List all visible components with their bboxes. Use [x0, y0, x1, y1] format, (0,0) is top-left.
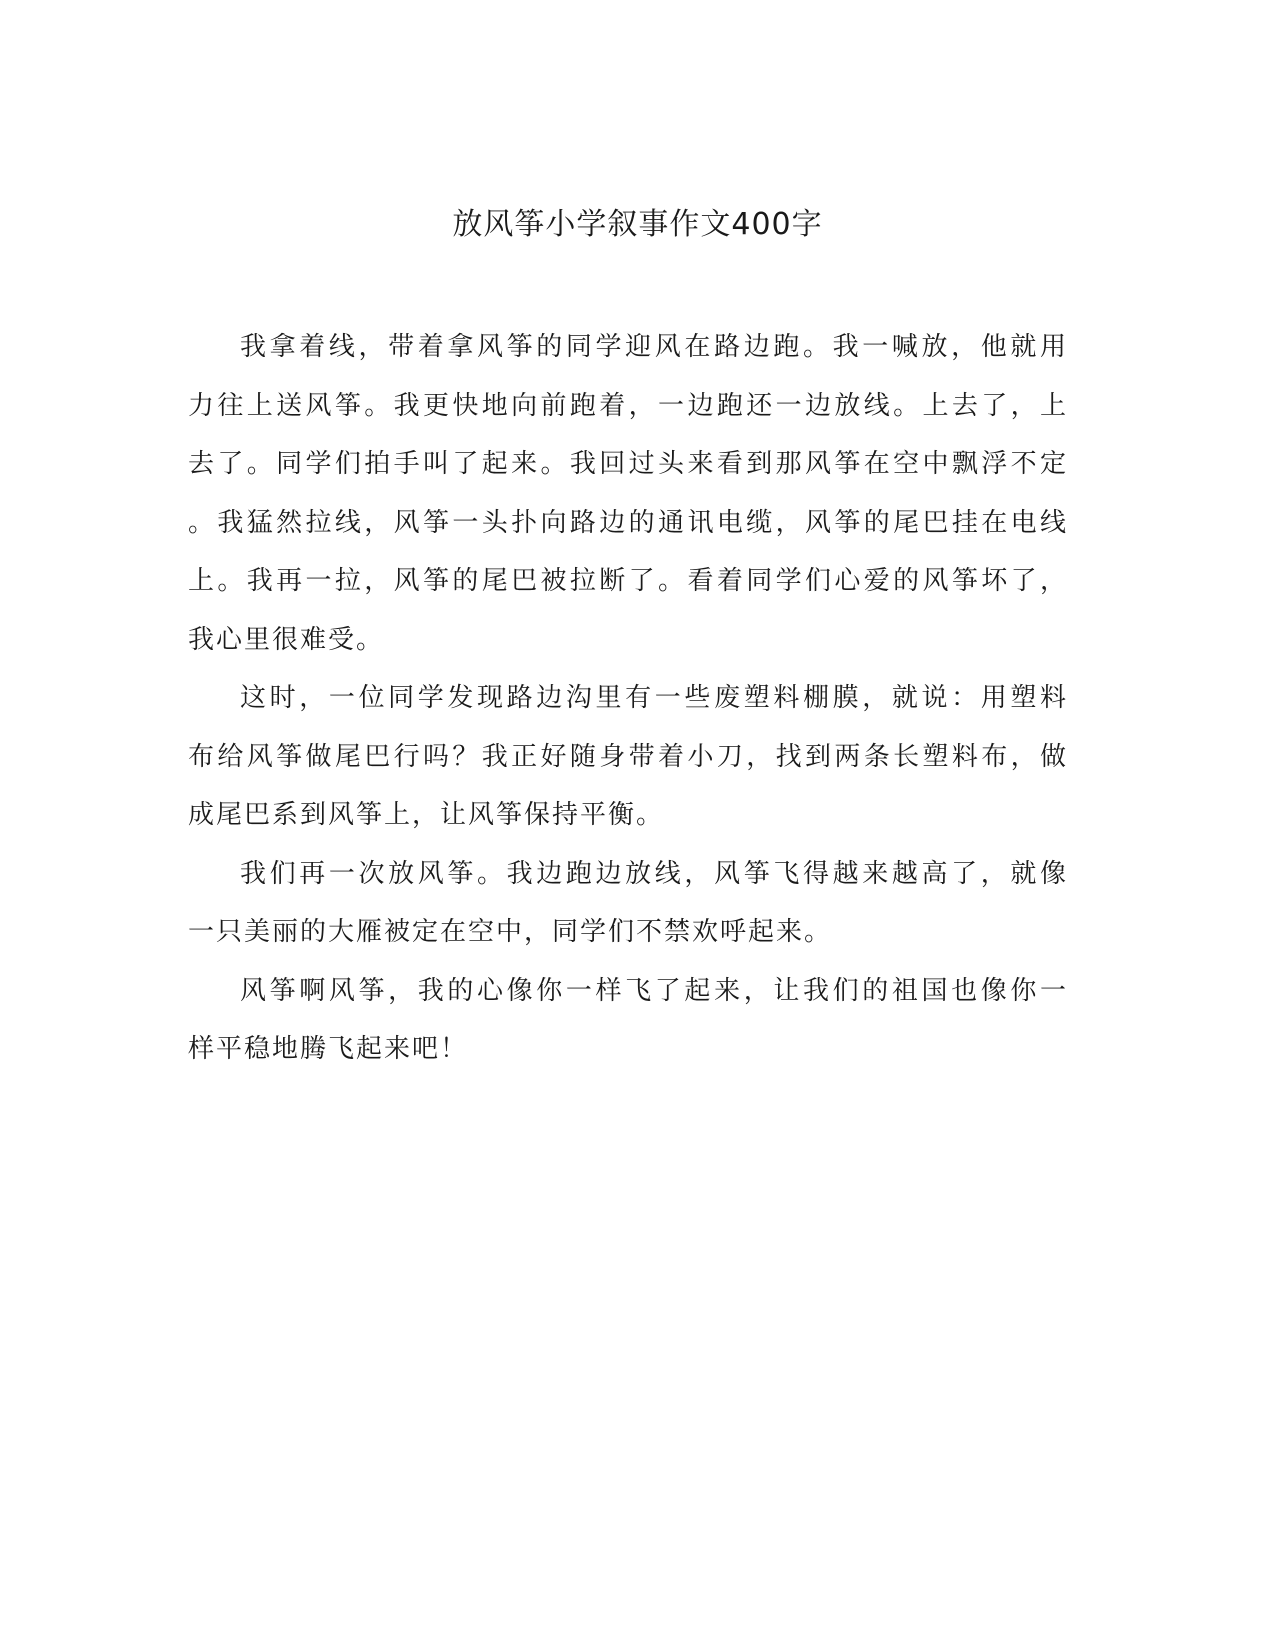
text-line: 我心里很难受。 [188, 624, 385, 655]
text-line: 风筝啊风筝，我的心像你一样飞了起来，让我们的祖国也像你一 [240, 975, 1068, 1006]
text-line: 布给风筝做尾巴行吗？我正好随身带着小刀，找到两条长塑料布，做 [188, 741, 1068, 772]
paragraph-1 [188, 318, 1068, 669]
text-line: 我们再一次放风筝。我边跑边放线，风筝飞得越来越高了，就像 [240, 858, 1068, 889]
document-body [188, 318, 1068, 1079]
text-line: 上。我再一拉，风筝的尾巴被拉断了。看着同学们心爱的风筝坏了， [188, 566, 1068, 596]
paragraph-3 [188, 845, 1068, 962]
document-title: 放风筝小学叙事作文400字 [452, 207, 823, 242]
paragraph-2 [188, 669, 1068, 845]
text-line: 样平稳地腾飞起来吧！ [188, 1034, 469, 1064]
text-line: 去了。同学们拍手叫了起来。我回过头来看到那风筝在空中飘浮不定 [188, 449, 1068, 479]
text-line: 这时，一位同学发现路边沟里有一些废塑料棚膜，就说：用塑料 [240, 683, 1068, 713]
text-line: 一只美丽的大雁被定在空中，同学们不禁欢呼起来。 [188, 917, 833, 947]
paragraph-4 [188, 962, 1068, 1079]
text-line: 我拿着线，带着拿风筝的同学迎风在路边跑。我一喊放，他就用 [240, 332, 1068, 362]
text-line: 。我猛然拉线，风筝一头扑向路边的通讯电缆，风筝的尾巴挂在电线 [188, 507, 1068, 538]
text-line: 成尾巴系到风筝上，让风筝保持平衡。 [188, 800, 665, 830]
text-line: 力往上送风筝。我更快地向前跑着，一边跑还一边放线。上去了，上 [188, 390, 1068, 421]
